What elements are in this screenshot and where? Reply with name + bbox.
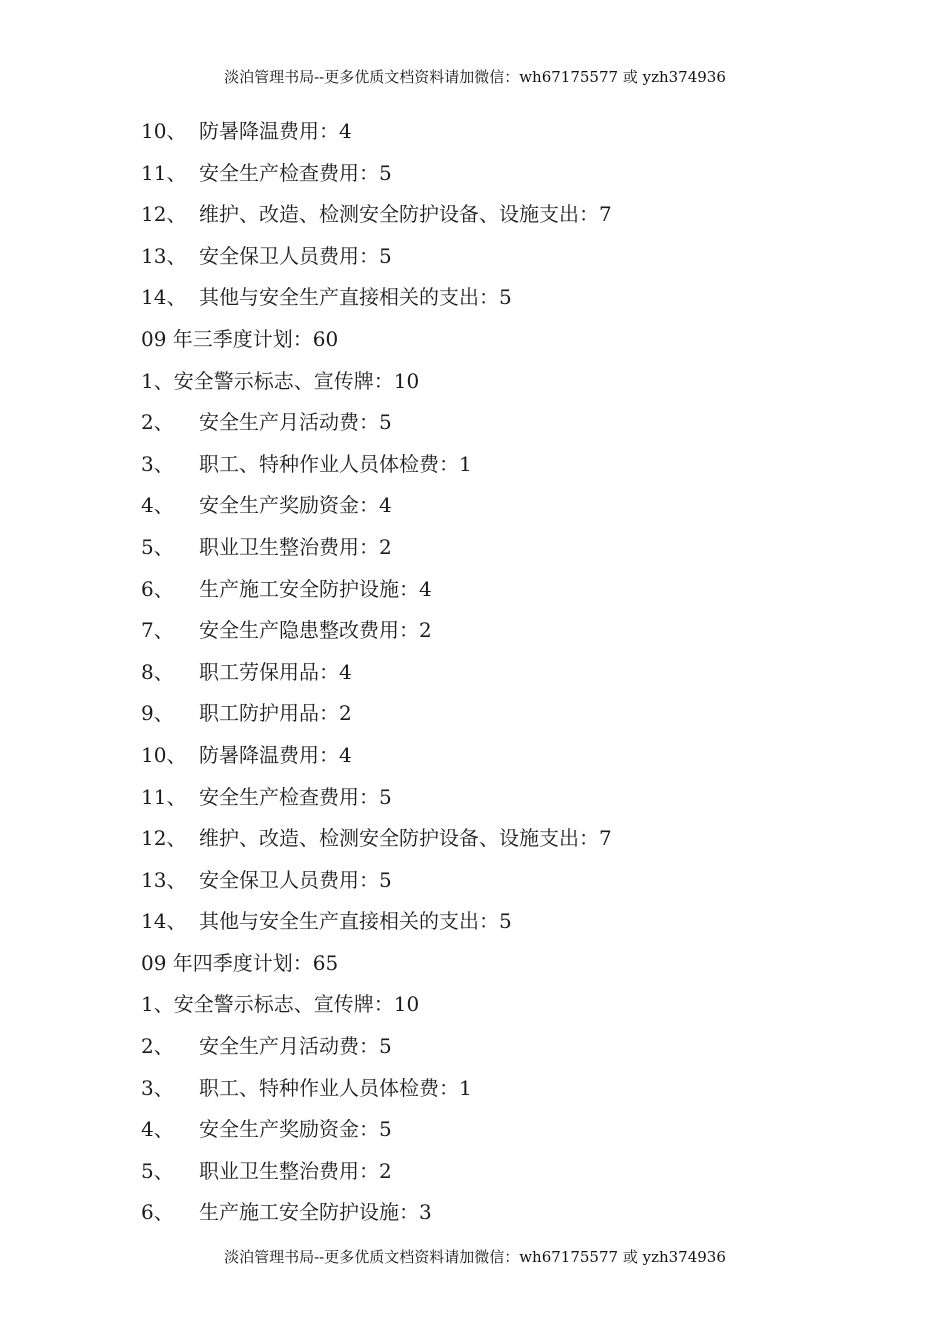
- list-item: [141, 658, 861, 700]
- list-item: [141, 117, 861, 159]
- item-text: 安全保卫人员费用：5: [199, 867, 392, 892]
- item-number: 3、: [141, 1075, 174, 1100]
- list-item: [141, 367, 861, 409]
- item-text: 职业卫生整治费用：2: [199, 534, 392, 559]
- item-text: 其他与安全生产直接相关的支出：5: [199, 285, 512, 310]
- list-item: [141, 200, 861, 242]
- item-text: 安全生产隐患整改费用：2: [199, 618, 432, 643]
- item-number: 12、: [141, 202, 187, 227]
- item-number: 12、: [141, 826, 187, 851]
- item-text: 安全警示标志、宣传牌：10: [173, 368, 420, 393]
- list-item: [141, 159, 861, 201]
- item-text: 安全生产检查费用：5: [199, 160, 392, 185]
- item-number: 13、: [141, 867, 187, 892]
- item-number: 10、: [141, 119, 187, 143]
- item-text: 安全保卫人员费用：5: [199, 243, 392, 268]
- list-item: [141, 783, 861, 825]
- item-number: 8、: [141, 659, 174, 684]
- item-text: 安全警示标志、宣传牌：10: [173, 992, 420, 1017]
- list-item: [141, 575, 861, 617]
- list-item: [141, 450, 861, 492]
- item-text: 生产施工安全防护设施：3: [199, 1200, 432, 1225]
- item-number: 2、: [141, 1034, 174, 1059]
- item-number: 11、: [141, 160, 187, 185]
- item-text: 维护、改造、检测安全防护设备、设施支出：7: [199, 826, 612, 851]
- list-item: [141, 283, 861, 325]
- item-number: 3、: [141, 451, 174, 476]
- document-body: [141, 117, 861, 1240]
- page-header: 淡泊管理书局--更多优质文档资料请加微信：wh67175577 或 yzh374936: [224, 68, 726, 86]
- list-item: [141, 1074, 861, 1116]
- item-number: 10、: [141, 742, 187, 767]
- list-item: [141, 1157, 861, 1199]
- item-text: 安全生产月活动费：5: [199, 410, 392, 435]
- item-text: 职工、特种作业人员体检费：1: [199, 451, 472, 476]
- list-item: [141, 990, 861, 1032]
- item-text: 安全生产检查费用：5: [199, 784, 392, 809]
- page-footer: 淡泊管理书局--更多优质文档资料请加微信：wh67175577 或 yzh374936: [224, 1248, 726, 1266]
- item-text: 生产施工安全防护设施：4: [199, 576, 432, 601]
- item-number: 4、: [141, 1117, 174, 1142]
- item-number: 6、: [141, 576, 174, 601]
- list-item: [141, 491, 861, 533]
- list-item: [141, 1198, 861, 1240]
- item-number: 14、: [141, 909, 187, 934]
- section-heading: [141, 325, 861, 367]
- list-item: [141, 616, 861, 658]
- item-text: 其他与安全生产直接相关的支出：5: [199, 909, 512, 934]
- item-number: 2、: [141, 410, 174, 435]
- item-text: 安全生产月活动费：5: [199, 1034, 392, 1059]
- item-text: 安全生产奖励资金：5: [199, 1117, 392, 1142]
- list-item: [141, 1032, 861, 1074]
- item-text: 职工、特种作业人员体检费：1: [199, 1075, 472, 1100]
- section-title: 09 年四季度计划：65: [141, 950, 339, 975]
- item-text: 职工防护用品：2: [199, 701, 352, 726]
- list-item: [141, 824, 861, 866]
- item-number: 5、: [141, 1158, 174, 1183]
- list-item: [141, 907, 861, 949]
- item-text: 防暑降温费用：4: [199, 742, 352, 767]
- item-number: 9、: [141, 701, 174, 726]
- item-text: 职业卫生整治费用：2: [199, 1158, 392, 1183]
- item-number: 5、: [141, 534, 174, 559]
- item-text: 维护、改造、检测安全防护设备、设施支出：7: [199, 202, 612, 227]
- item-text: 防暑降温费用：4: [199, 119, 352, 143]
- item-number: 4、: [141, 493, 174, 518]
- list-item: [141, 242, 861, 284]
- list-item: [141, 408, 861, 450]
- list-item: [141, 533, 861, 575]
- item-number: 13、: [141, 243, 187, 268]
- section-title: 09 年三季度计划：60: [141, 326, 339, 351]
- item-number: 6、: [141, 1200, 174, 1225]
- item-text: 职工劳保用品：4: [199, 659, 352, 684]
- list-item: [141, 1115, 861, 1157]
- item-number: 7、: [141, 618, 174, 643]
- section-heading: [141, 949, 861, 991]
- item-number: 1、: [141, 368, 174, 393]
- item-number: 14、: [141, 285, 187, 310]
- list-item: [141, 699, 861, 741]
- list-item: [141, 741, 861, 783]
- item-number: 1、: [141, 992, 174, 1017]
- list-item: [141, 866, 861, 908]
- item-number: 11、: [141, 784, 187, 809]
- item-text: 安全生产奖励资金：4: [199, 493, 392, 518]
